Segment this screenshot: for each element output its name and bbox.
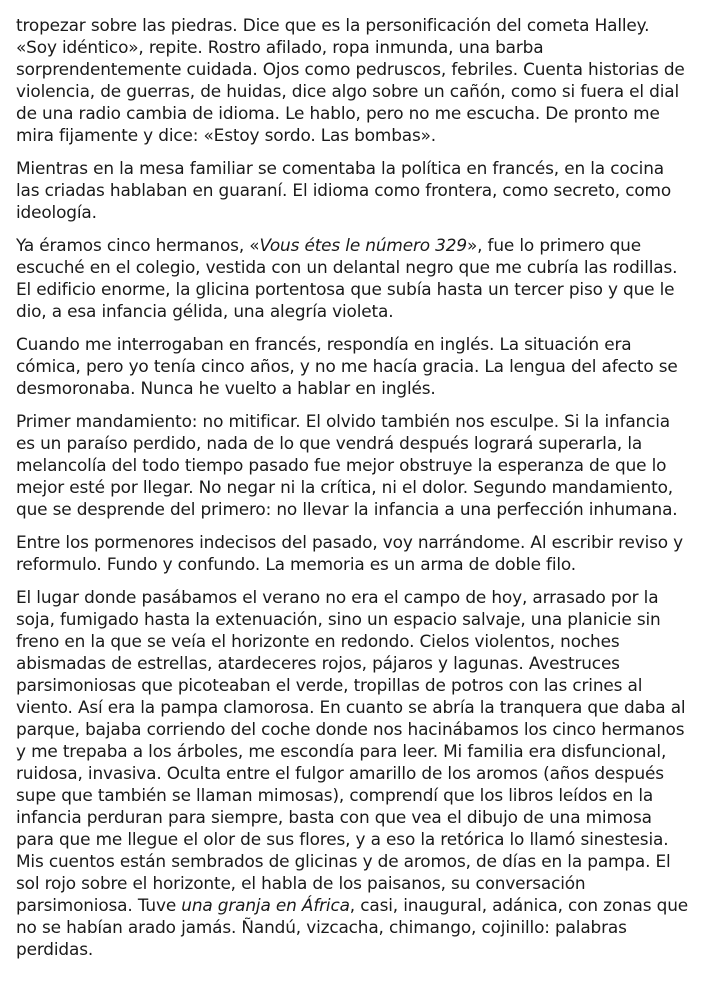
text-run: Cuando me interrogaban en francés, respondía en inglés. La situación era cómica, pero yo tenía cinco años, y no me hacía gracia. La lengua del afecto se desmoronaba. Nunca he vuelto a hablar en inglés. [16, 334, 678, 398]
paragraph [16, 157, 688, 223]
paragraph [16, 14, 688, 146]
italic-text: Vous étes le número 329 [259, 235, 467, 255]
text-run: tropezar sobre las piedras. Dice que es la personificación del cometa Halley. «Soy idéntico», repite. Rostro afilado, ropa inmunda, una barba sorprendentemente cuidada. Ojos como pedruscos, febriles. Cuenta historias de violencia, de guerras, de huidas, dice algo sobre un cañón, como si fuera el dial de una radio cambia de idioma. Le hablo, pero no me escucha. De pronto me mira fijamente y dice: «Estoy sordo. Las bombas». [16, 15, 685, 145]
text-run: Primer mandamiento: no mitificar. El olvido también nos esculpe. Si la infancia es un paraíso perdido, nada de lo que vendrá después logrará superarla, la melancolía del todo tiempo pasado fue mejor obstruye la esperanza de que lo mejor esté por llegar. No negar ni la crítica, ni el dolor. Segundo mandamiento, que se desprende del primero: no llevar la infancia a una perfección inhumana. [16, 411, 678, 519]
italic-text: una granja en África [181, 895, 350, 915]
paragraph [16, 410, 688, 520]
text-run: Entre los pormenores indecisos del pasado, voy narrándome. Al escribir reviso y reformulo. Fundo y confundo. La memoria es un arma de doble filo. [16, 532, 684, 574]
paragraph [16, 234, 688, 322]
text-run: El lugar donde pasábamos el verano no era el campo de hoy, arrasado por la soja, fumigado hasta la extenuación, sino un espacio salvaje, una planicie sin freno en la que se veía el horizonte en redondo. Cielos violentos, noches abismadas de estrellas, atardeceres rojos, pájaros y lagunas. Avestruces parsimoniosas que picoteaban el verde, tropillas de potros con las crines al viento. Así era la pampa clamorosa. En cuanto se abría la tranquera que daba al parque, bajaba corriendo del coche donde nos hacinábamos los cinco hermanos y me trepaba a los árboles, me escondía para leer. Mi familia era disfuncional, ruidosa, invasiva. Oculta entre el fulgor amarillo de los aromos (años después supe que también se llaman mimosas), comprendí que los libros leídos en la infancia perduran para siempre, basta con que vea el dibujo de una mimosa para que me llegue el olor de sus flores, y a eso la retórica lo llamó sinestesia. Mis cuentos están sembrados de glicinas y de aromos, de días en la pampa. El sol rojo sobre el horizonte, el habla de los paisanos, su conversación parsimoniosa. Tuve [16, 587, 686, 915]
paragraph [16, 333, 688, 399]
text-run: , casi, inaugural, adánica, con zonas que no se habían arado jamás. Ñandú, vizcacha, chimango, cojinillo: palabras perdidas. [16, 895, 688, 959]
text-run: Mientras en la mesa familiar se comentaba la política en francés, en la cocina las criadas hablaban en guaraní. El idioma como frontera, como secreto, como ideología. [16, 158, 672, 222]
text-run: », fue lo primero que escuché en el colegio, vestida con un delantal negro que me cubría las rodillas. El edificio enorme, la glicina portentosa que subía hasta un tercer piso y que le dio, a esa infancia gélida, una alegría violeta. [16, 235, 678, 321]
text-run: Ya éramos cinco hermanos, « [16, 235, 260, 255]
paragraph [16, 531, 688, 575]
paragraph [16, 586, 688, 960]
